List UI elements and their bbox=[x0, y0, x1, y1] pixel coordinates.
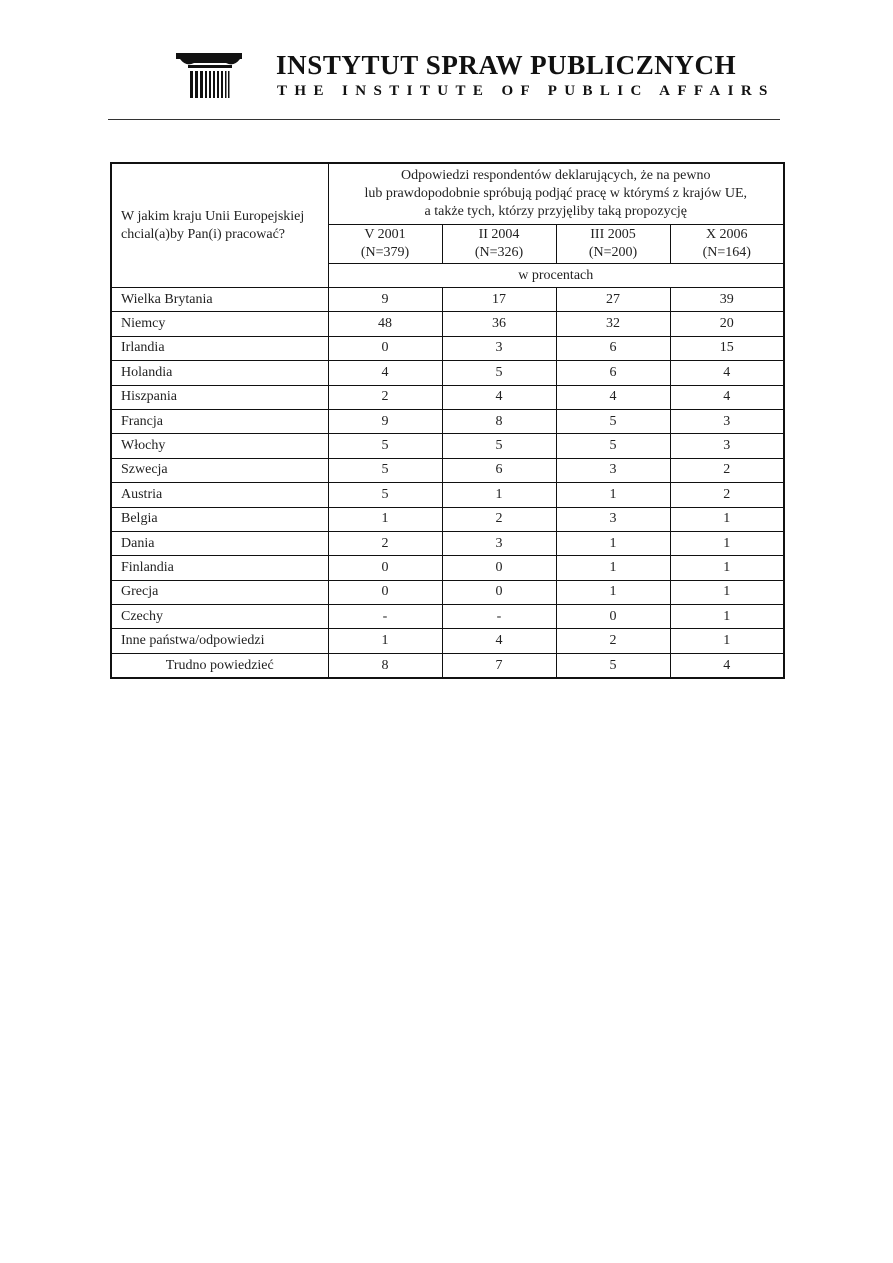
value-cell: 48 bbox=[328, 312, 442, 336]
table-row bbox=[111, 653, 784, 678]
column-capital-icon bbox=[176, 53, 244, 99]
value-cell: 9 bbox=[328, 409, 442, 433]
period-header bbox=[556, 225, 670, 264]
value-cell: 2 bbox=[328, 531, 442, 555]
value-cell: 1 bbox=[670, 507, 784, 531]
value-cell: 32 bbox=[556, 312, 670, 336]
value-cell: 1 bbox=[328, 507, 442, 531]
period-label: X 2006 bbox=[705, 227, 748, 242]
country-name: Finlandia bbox=[111, 556, 328, 580]
period-label: II 2004 bbox=[478, 227, 520, 242]
country-name: Belgia bbox=[111, 507, 328, 531]
country-name: Szwecja bbox=[111, 458, 328, 482]
value-cell: 5 bbox=[556, 434, 670, 458]
table-row bbox=[111, 288, 784, 312]
value-cell: 4 bbox=[442, 629, 556, 653]
period-label: III 2005 bbox=[590, 227, 636, 242]
value-cell: 4 bbox=[442, 385, 556, 409]
value-cell: 1 bbox=[328, 629, 442, 653]
org-name-en: THE INSTITUTE OF PUBLIC AFFAIRS bbox=[277, 83, 775, 99]
value-cell: 0 bbox=[556, 605, 670, 629]
table-row bbox=[111, 458, 784, 482]
value-cell: - bbox=[442, 605, 556, 629]
value-cell: 3 bbox=[670, 434, 784, 458]
value-cell: 4 bbox=[670, 653, 784, 678]
value-cell: 39 bbox=[670, 288, 784, 312]
table-row bbox=[111, 385, 784, 409]
value-cell: 7 bbox=[442, 653, 556, 678]
value-cell: 5 bbox=[328, 434, 442, 458]
country-name: Grecja bbox=[111, 580, 328, 604]
country-name: Trudno powiedzieć bbox=[111, 653, 328, 678]
value-cell: - bbox=[328, 605, 442, 629]
value-cell: 9 bbox=[328, 288, 442, 312]
value-cell: 1 bbox=[670, 556, 784, 580]
value-cell: 6 bbox=[442, 458, 556, 482]
period-sample-size: (N=379) bbox=[360, 245, 410, 260]
value-cell: 6 bbox=[556, 361, 670, 385]
value-cell: 36 bbox=[442, 312, 556, 336]
table-row bbox=[111, 409, 784, 433]
period-sample-size: (N=164) bbox=[702, 245, 751, 260]
table-row bbox=[111, 434, 784, 458]
value-cell: 5 bbox=[442, 434, 556, 458]
table-row bbox=[111, 507, 784, 531]
country-name: Austria bbox=[111, 483, 328, 507]
table-row bbox=[111, 556, 784, 580]
value-cell: 1 bbox=[442, 483, 556, 507]
description-line: Odpowiedzi respondentów deklarujących, że na pewno bbox=[401, 168, 711, 183]
period-sample-size: (N=200) bbox=[588, 245, 638, 260]
country-name: Dania bbox=[111, 531, 328, 555]
value-cell: 8 bbox=[328, 653, 442, 678]
country-name: Irlandia bbox=[111, 336, 328, 360]
value-cell: 0 bbox=[328, 580, 442, 604]
country-name: Włochy bbox=[111, 434, 328, 458]
country-name: Francja bbox=[111, 409, 328, 433]
country-name: Niemcy bbox=[111, 312, 328, 336]
value-cell: 4 bbox=[556, 385, 670, 409]
country-name: Czechy bbox=[111, 605, 328, 629]
description-cell bbox=[328, 163, 784, 225]
emigration-preferences-table bbox=[110, 162, 785, 679]
value-cell: 1 bbox=[670, 580, 784, 604]
value-cell: 6 bbox=[556, 336, 670, 360]
value-cell: 27 bbox=[556, 288, 670, 312]
value-cell: 3 bbox=[670, 409, 784, 433]
period-header bbox=[670, 225, 784, 264]
table-row bbox=[111, 531, 784, 555]
value-cell: 5 bbox=[556, 409, 670, 433]
description-line: a także tych, którzy przyjęliby taką propozycję bbox=[424, 204, 687, 219]
value-cell: 15 bbox=[670, 336, 784, 360]
value-cell: 2 bbox=[670, 483, 784, 507]
value-cell: 1 bbox=[556, 531, 670, 555]
value-cell: 1 bbox=[670, 629, 784, 653]
value-cell: 1 bbox=[670, 605, 784, 629]
table-row bbox=[111, 605, 784, 629]
value-cell: 5 bbox=[328, 458, 442, 482]
value-cell: 2 bbox=[556, 629, 670, 653]
country-name: Hiszpania bbox=[111, 385, 328, 409]
value-cell: 0 bbox=[442, 580, 556, 604]
question-cell: W jakim kraju Unii Europejskiej chcial(a)by Pan(i) pracować? bbox=[111, 163, 328, 288]
value-cell: 0 bbox=[328, 556, 442, 580]
value-cell: 17 bbox=[442, 288, 556, 312]
value-cell: 1 bbox=[556, 483, 670, 507]
period-label: V 2001 bbox=[364, 227, 406, 242]
value-cell: 8 bbox=[442, 409, 556, 433]
table-row bbox=[111, 336, 784, 360]
country-name: Wielka Brytania bbox=[111, 288, 328, 312]
value-cell: 5 bbox=[442, 361, 556, 385]
value-cell: 4 bbox=[670, 385, 784, 409]
value-cell: 4 bbox=[670, 361, 784, 385]
org-name-pl: INSTYTUT SPRAW PUBLICZNYCH bbox=[276, 50, 737, 80]
country-name: Inne państwa/odpowiedzi bbox=[111, 629, 328, 653]
value-cell: 20 bbox=[670, 312, 784, 336]
table-row bbox=[111, 580, 784, 604]
period-header bbox=[442, 225, 556, 264]
period-header bbox=[328, 225, 442, 264]
value-cell: 2 bbox=[670, 458, 784, 482]
unit-label: w procentach bbox=[328, 264, 784, 288]
period-sample-size: (N=326) bbox=[474, 245, 524, 260]
value-cell: 3 bbox=[556, 458, 670, 482]
value-cell: 5 bbox=[328, 483, 442, 507]
value-cell: 3 bbox=[556, 507, 670, 531]
description-line: lub prawdopodobnie spróbują podjąć pracę w którymś z krajów UE, bbox=[364, 186, 748, 201]
table-row bbox=[111, 312, 784, 336]
value-cell: 5 bbox=[556, 653, 670, 678]
table-header-row bbox=[111, 163, 784, 225]
value-cell: 2 bbox=[442, 507, 556, 531]
value-cell: 3 bbox=[442, 531, 556, 555]
table-row bbox=[111, 629, 784, 653]
table-row bbox=[111, 483, 784, 507]
value-cell: 0 bbox=[442, 556, 556, 580]
value-cell: 1 bbox=[556, 556, 670, 580]
table-row bbox=[111, 361, 784, 385]
value-cell: 1 bbox=[556, 580, 670, 604]
value-cell: 1 bbox=[670, 531, 784, 555]
value-cell: 4 bbox=[328, 361, 442, 385]
value-cell: 2 bbox=[328, 385, 442, 409]
country-name: Holandia bbox=[111, 361, 328, 385]
value-cell: 0 bbox=[328, 336, 442, 360]
value-cell: 3 bbox=[442, 336, 556, 360]
letterhead bbox=[176, 50, 775, 102]
header-divider bbox=[108, 119, 780, 120]
